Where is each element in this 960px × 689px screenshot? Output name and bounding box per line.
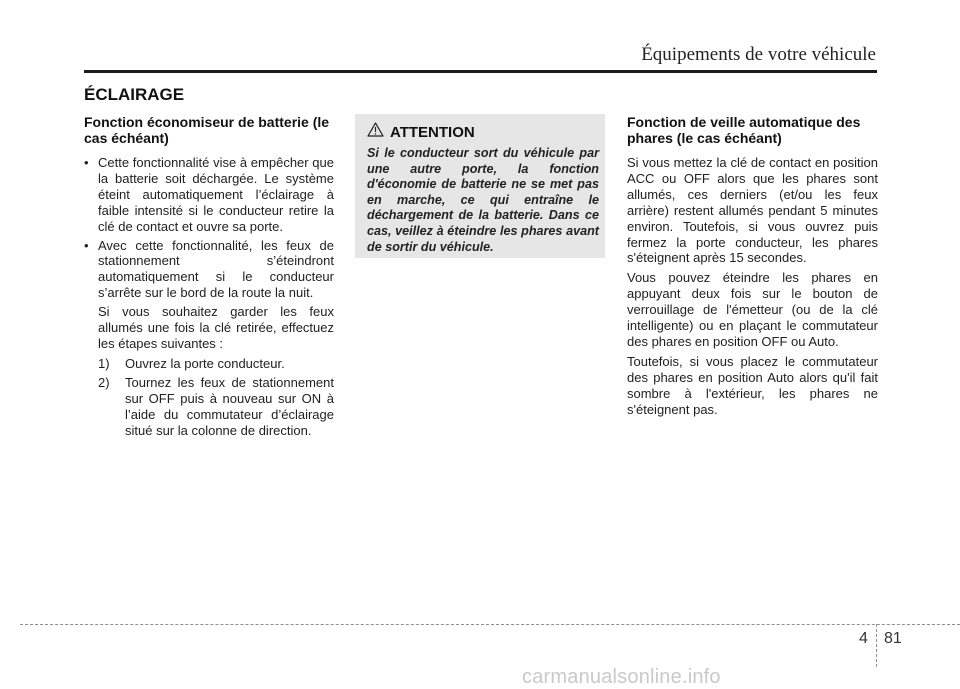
bullet-icon: • [84, 237, 89, 253]
attention-header [367, 122, 599, 142]
paragraph: Toutefois, si vous placez le commutateur des phares en position Auto alors qu'il fait sombre à l'extérieur, les phares ne s'éteignent pas. [627, 353, 878, 417]
battery-saver-column [84, 114, 334, 441]
watermark: carmanualsonline.info [522, 666, 721, 688]
step-number: 1) [98, 355, 110, 371]
step-item [98, 375, 334, 439]
page-number: 81 [884, 630, 902, 647]
battery-saver-heading: Fonction économiseur de batterie (le cas échéant) [84, 114, 330, 146]
chapter-number: 4 [859, 630, 868, 647]
headlamp-delay-column [627, 114, 878, 422]
step-text: Tournez les feux de stationnement sur OFF puis à nouveau sur ON à l’aide du commutateur d’éclairage situé sur la colonne de direction. [125, 374, 334, 438]
attention-box [355, 114, 605, 258]
followup-paragraph: Si vous souhaitez garder les feux allumés une fois la clé retirée, effectuez les étapes suivantes : [98, 304, 334, 351]
page-header-title: Équipements de votre véhicule [641, 44, 876, 65]
attention-text: Si le conducteur sort du véhicule par une autre porte, la fonction d'économie de batterie ne se met pas en marche, ce qui entraîne le déchargement de la batterie. Dans ce cas, veillez à éteindre les phares avant de sortir du véhicule. [367, 146, 599, 254]
bullet-text: Avec cette fonctionnalité, les feux de stationnement s’éteindront automatiquement si le conducteur s’arrête sur le bord de la route la nuit. [98, 237, 334, 301]
step-item [98, 356, 334, 372]
warning-triangle-icon [367, 122, 384, 142]
list-item [84, 238, 334, 302]
bullet-icon: • [84, 155, 89, 170]
bullet-text: Cette fonctionnalité vise à empêcher que la batterie soit déchargée. Le système éteint automatiquement l’éclairage à faible intensité si le conducteur retire la clé de contact et ouvre sa porte. [98, 155, 334, 234]
section-title: ÉCLAIRAGE [84, 85, 185, 104]
headlamp-delay-heading: Fonction de veille automatique des phares (le cas échéant) [627, 114, 861, 146]
step-text: Ouvrez la porte conducteur. [125, 355, 285, 371]
header-rule [84, 70, 877, 73]
attention-title: ATTENTION [390, 123, 475, 141]
footer-rule [20, 624, 960, 625]
list-item [84, 155, 334, 235]
step-number: 2) [98, 374, 110, 390]
paragraph: Si vous mettez la clé de contact en position ACC ou OFF alors que les phares sont allumés, ces derniers (et/ou les feux arrière) restent allumés pendant 5 minutes environ. Toutefois, si vous ouvrez puis fermez la porte conducteur, les phares s'éteignent après 15 secondes. [627, 155, 878, 266]
paragraph: Vous pouvez éteindre les phares en appuyant deux fois sur le bouton de verrouillage de l'émetteur (ou de la clé intelligente) ou en plaçant le commutateur des phares en position OFF ou Auto. [627, 270, 878, 349]
page-number-separator [876, 624, 877, 667]
